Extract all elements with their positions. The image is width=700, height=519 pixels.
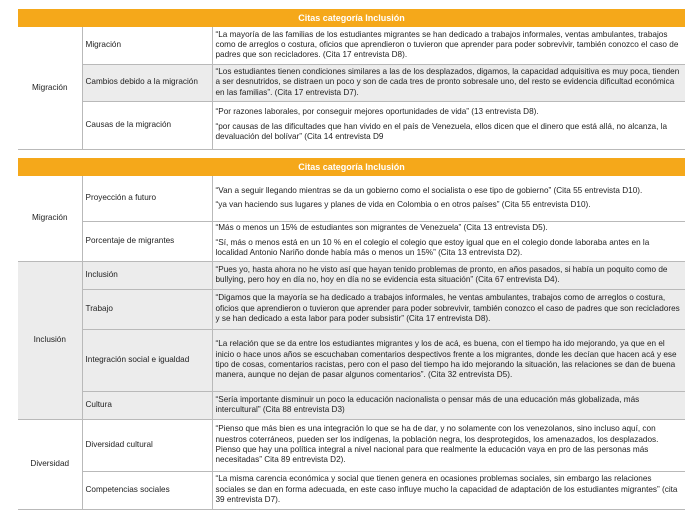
citations-table-1 [18, 9, 685, 150]
quote-text: “Digamos que la mayoría se ha dedicado a trabajos informales, he ventas ambulantes, trabajos como de arreglos o costura, oficios que aprendieron o tuvieron que aprender para poder sobrevivir, también conozco el caso de padres que son recicladores y se han dedicado a esta labor para poder subsistir” (Cita 17 entrevista D8). [215, 293, 680, 324]
quote-cell [212, 261, 685, 289]
quote-text: “Van a seguir llegando mientras se da un gobierno como el socialista o ese tipo de gobierno” (Cita 55 entrevista D10). [215, 185, 643, 195]
quote-cell [212, 471, 685, 509]
quote-text: “Sería importante disminuir un poco la educación nacionalista o pensar más de una educación más globalizada, más intercultural” (Cita 88 entrevista D3) [215, 394, 640, 414]
quote-text: “Pues yo, hasta ahora no he visto así que hayan tenido problemas de pronto, en años pasados, si había un poquito como de bullying, pero hoy en día no, hoy en día no se evidencia esta situación” (Cita 67 entrevista D4). [215, 264, 668, 284]
table-header: Citas categoría Inclusión [18, 158, 685, 176]
quote-text: “Los estudiantes tienen condiciones similares a las de los desplazados, digamos, la capacidad adquisitiva es muy poca, tienden a ser desnutridos, se distraen un poco y son de cada tres de pronto sobresale uno, del resto se evidencia dificultad económica en las familias”. (Cita 17 entrevista D7). [215, 66, 680, 97]
quote-text: “por causas de las dificultades que han vivido en el país de Venezuela, ellos dicen que el dinero que está allá, no alcanza, la devaluación del bolívar” (Cita 14 entrevista D9 [215, 121, 668, 142]
quote-cell [212, 27, 685, 64]
quote-text: “Sí, más o menos está en un 10 % en el colegio el colegio que estoy igual que en el colegio donde laboraba antes en la localidad Antonio Nariño donde había más o menos un 15%” (Cita 13 entrevista D2). [215, 237, 650, 258]
quote-text: “La relación que se da entre los estudiantes migrantes y los de acá, es buena, con el tiempo ha ido mejorando, ya que en el inicio o hace unos años se escuchaban comentarios despectivos frente a los migrantes, donde les decían que hacen acá y ese tipo de cosas, comentarios racistas, pero con el paso del tiempo ha ido mejorando la situación, las relaciones se dan de buena manera, aunque no dejan de pasar algunos comentarios”. (Cita 32 entrevista D5). [215, 339, 677, 380]
quote-cell [212, 64, 685, 101]
quote-cell [212, 329, 685, 391]
subcategory-cell: Proyección a futuro [82, 176, 212, 221]
subcategory-cell: Causas de la migración [82, 101, 212, 149]
quote-text: “ya van haciendo sus lugares y planes de vida en Colombia o en otros países” (Cita 55 entrevista D10). [215, 200, 591, 210]
table-header: Citas categoría Inclusión [18, 9, 685, 27]
quote-cell [212, 289, 685, 329]
quote-cell [212, 391, 685, 419]
subcategory-cell: Porcentaje de migrantes [82, 221, 212, 261]
quote-text: “La mayoría de las familias de los estudiantes migrantes se han dedicado a trabajos informales, ventas ambulantes, trabajos como de arreglos o costura, oficios que aprendieron o tuvieron que aprender para poder sobrevivir, también conozco el caso de padres que son recicladores. (Cita 17 entrevista D8). [215, 29, 679, 60]
citations-table-2 [18, 158, 685, 510]
subcategory-cell: Inclusión [82, 261, 212, 289]
category-cell: Inclusión [18, 261, 82, 419]
category-cell: Migración [18, 27, 82, 149]
quote-cell [212, 419, 685, 471]
subcategory-cell: Migración [82, 27, 212, 64]
quote-text: “Pienso que más bien es una integración lo que se ha de dar, y no solamente con los venezolanos, sino incluso aquí, con nuestros coterráneos, pueden ser los indígenas, la población negra, los desprotegidos, los amenazados, los desplazados. Pienso que hay una política integral a nivel nacional para que realmente la educación vaya en pro de las personas más necesitadas” Cita 89 entrevista D2). [215, 424, 659, 465]
category-cell: Diversidad [18, 419, 82, 509]
quote-cell [212, 221, 685, 261]
quote-cell [212, 101, 685, 149]
category-cell: Migración [18, 176, 82, 261]
subcategory-cell: Cultura [82, 391, 212, 419]
quote-cell [212, 176, 685, 221]
quote-text: “Más o menos un 15% de estudiantes son migrantes de Venezuela” (Cita 13 entrevista D5). [215, 223, 548, 233]
subcategory-cell: Competencias sociales [82, 471, 212, 509]
quote-text: “La misma carencia económica y social que tienen genera en ocasiones problemas sociales, sin embargo las relaciones sociales se dan en forma adecuada, en este caso influye mucho la capacidad de adaptación de los estudiantes migrantes” (cita 39 entrevista D7). [215, 474, 678, 505]
subcategory-cell: Integración social e igualdad [82, 329, 212, 391]
subcategory-cell: Cambios debido a la migración [82, 64, 212, 101]
subcategory-cell: Diversidad cultural [82, 419, 212, 471]
quote-text: “Por razones laborales, por conseguir mejores oportunidades de vida” (13 entrevista D8). [215, 107, 539, 117]
subcategory-cell: Trabajo [82, 289, 212, 329]
